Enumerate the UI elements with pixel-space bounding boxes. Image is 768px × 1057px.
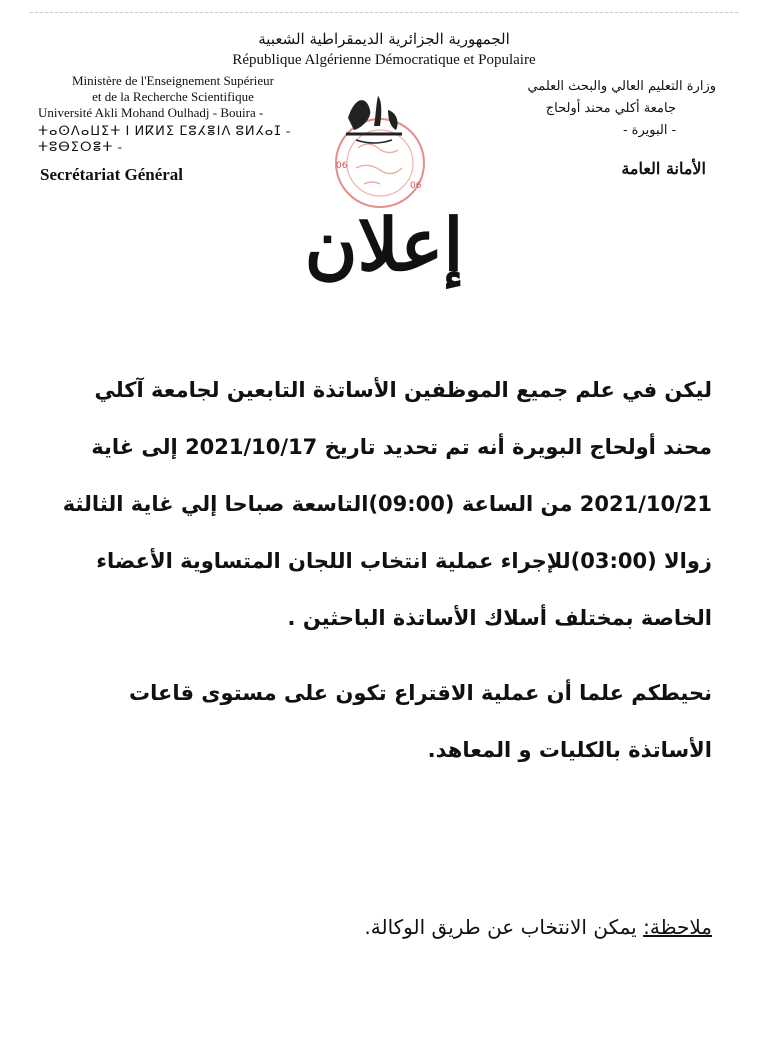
stamp-number-right: 06 <box>410 181 422 191</box>
stamp-seal <box>336 119 424 207</box>
republic-name-arabic: الجمهورية الجزائرية الديمقراطية الشعبية <box>258 30 510 48</box>
top-divider <box>30 12 738 13</box>
announcement-paragraph-1: ليكن في علم جميع الموظفين الأساتذة التابعين لجامعة آكلي محند أولحاج البويرة أنه تم تحديد تاريخ 2021/10/17 إلى غاية 2021/10/21 من الساعة (09:00)التاسعة صباحا إلي غاية الثالثة زوالا (03:00)للإجراء عملية انتخاب اللجان المتساوية الأعضاء الخاصة بمختلف أسلاك الأساتذة الباحثين . <box>62 378 712 630</box>
announcement-title: إعلان <box>304 202 464 287</box>
announcement-paragraph-2: نحيطكم علما أن عملية الاقتراع تكون على مستوى قاعات الأساتذة بالكليات و المعاهد. <box>129 681 712 762</box>
ministry-line-1: Ministère de l'Enseignement Supérieur <box>72 73 274 88</box>
letterhead-right <box>456 76 716 180</box>
city-name-arabic: - البويرة - <box>623 123 676 138</box>
note-label: ملاحظة: <box>643 915 712 939</box>
secretariat-general-french: Secrétariat Général <box>40 165 184 184</box>
ministry-line-2: et de la Recherche Scientifique <box>92 89 254 104</box>
secretariat-general-arabic: الأمانة العامة <box>621 159 706 178</box>
ministry-name-arabic: وزارة التعليم العالي والبحث العلمي <box>527 79 716 94</box>
note <box>56 915 712 939</box>
university-name-arabic: جامعة أكلي محند أولحاج <box>545 101 676 116</box>
republic-name-french: République Algérienne Démocratique et Populaire <box>232 52 536 68</box>
stamp-number-left: 06 <box>336 161 348 171</box>
university-name-tifinagh: ⵜⴰⵙⴷⴰⵡⵉⵜ ⵏ ⵍⴽⵍⵉ ⵎⵓⵃⴻⵏⴷ ⵓⵍⵃⴰⵊ - ⵜⵓⴱⵉⵔⴻⵜ - <box>38 123 292 154</box>
letterhead-left <box>38 73 308 183</box>
university-stamp-logo <box>318 88 428 213</box>
university-name-french: Université Akli Mohand Oulhadj - Bouira - <box>38 105 264 120</box>
note-text: يمكن الانتخاب عن طريق الوكالة. <box>364 915 644 939</box>
